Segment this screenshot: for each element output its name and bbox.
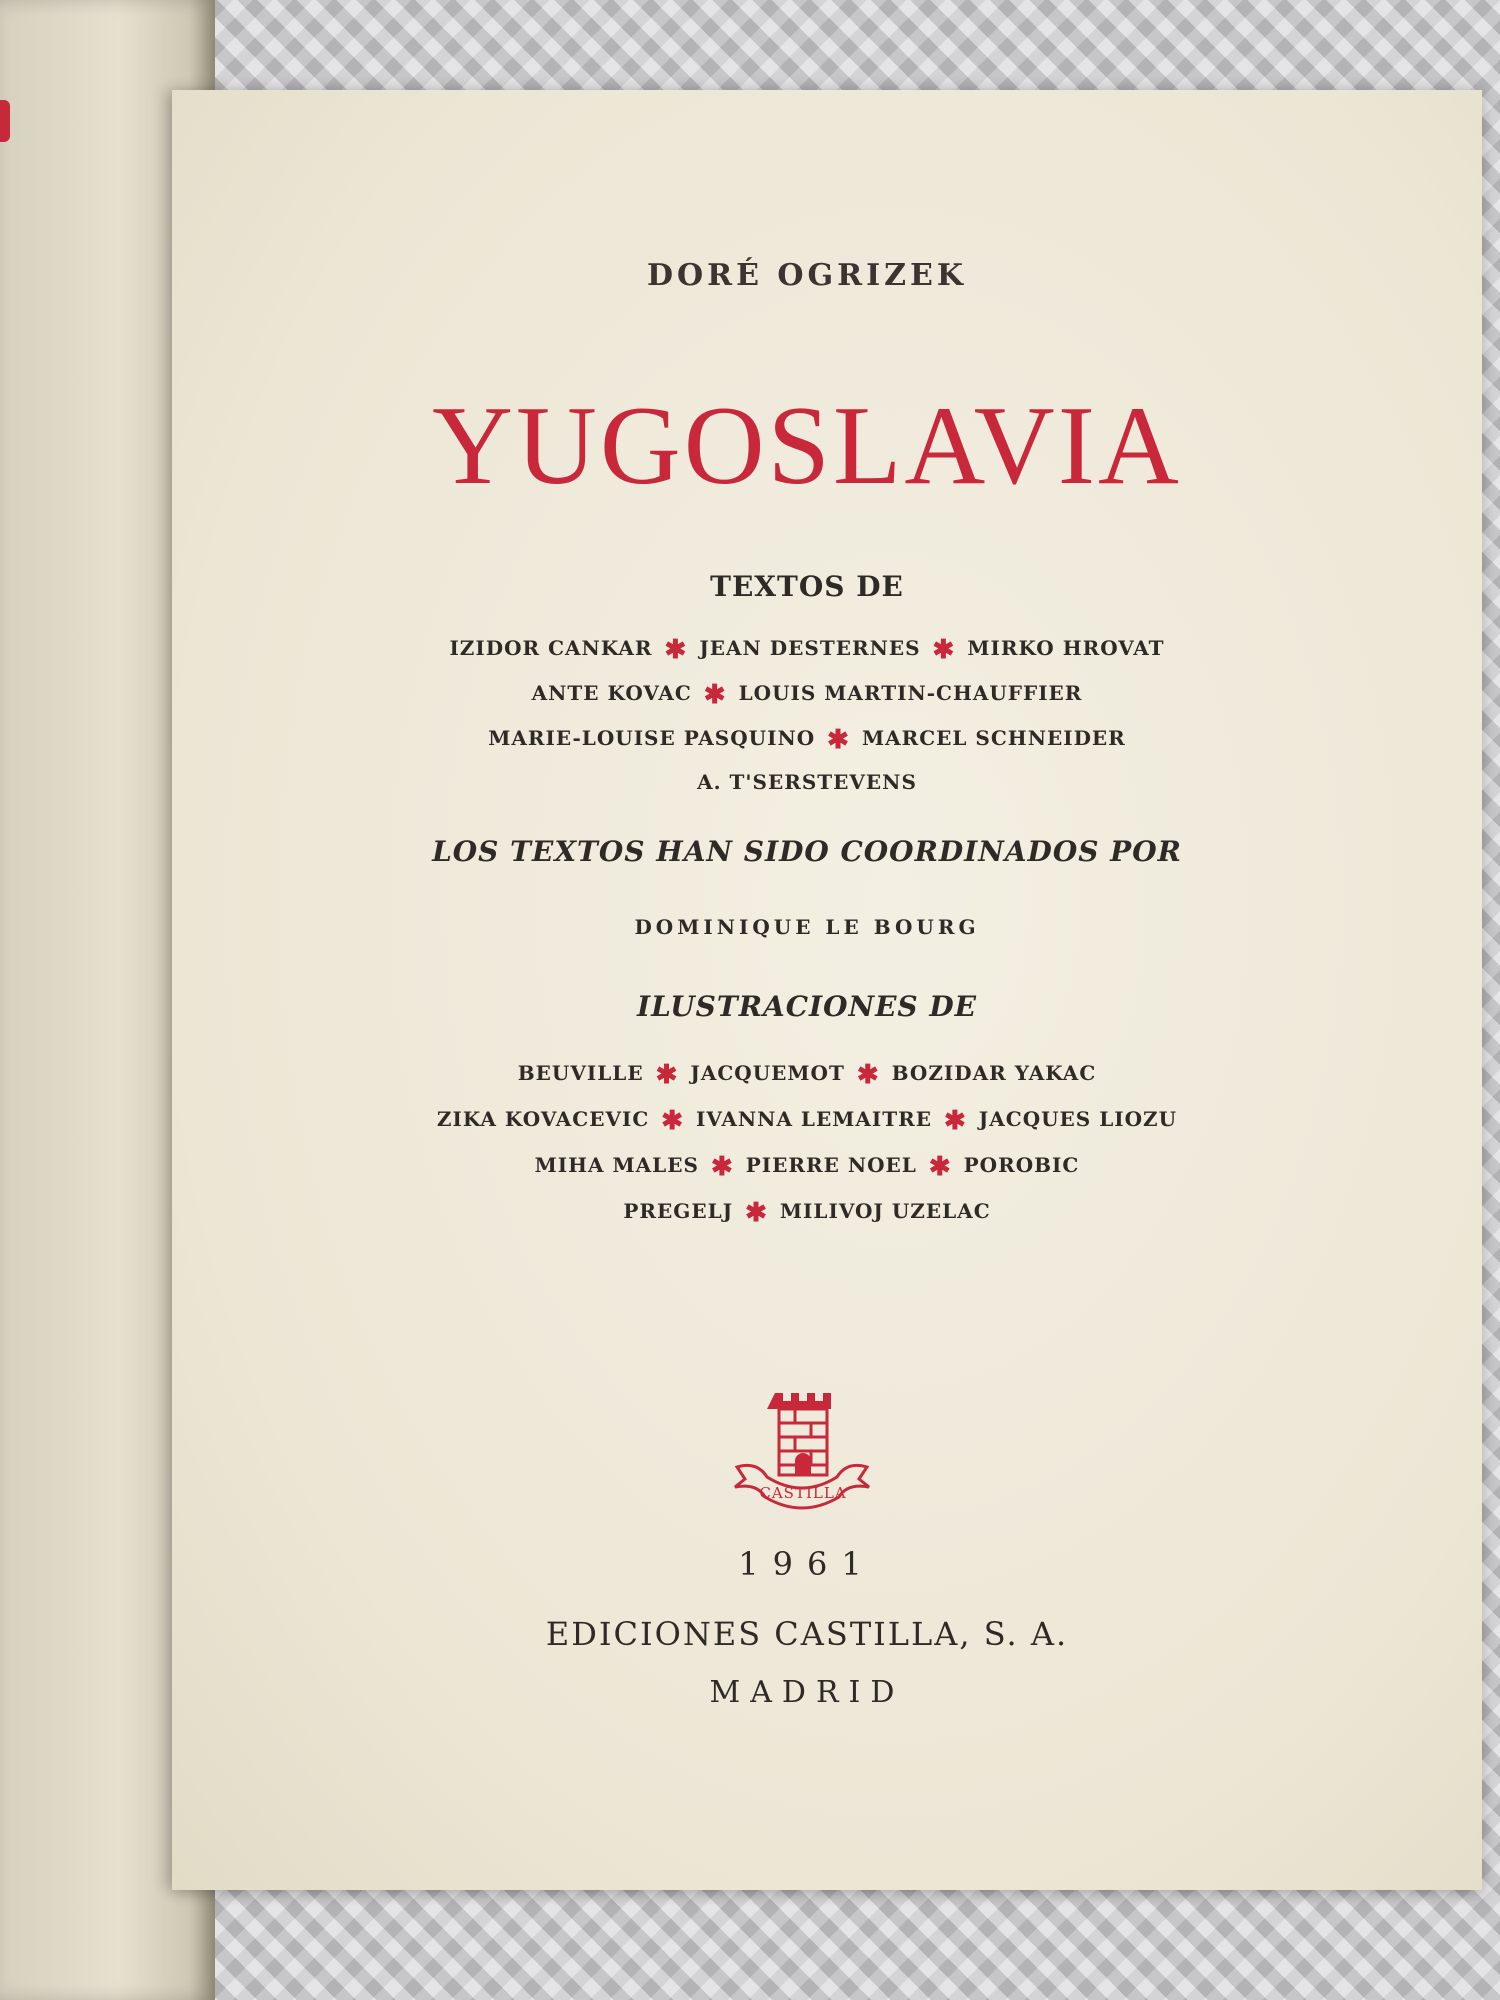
text-author: ANTE KOVAC — [531, 681, 692, 705]
book-title: YUGOSLAVIA — [432, 384, 1182, 508]
coordinated-heading: LOS TEXTOS HAN SIDO COORDINADOS POR — [432, 835, 1182, 868]
text-author: MIRKO HROVAT — [967, 636, 1165, 660]
illustrator: BOZIDAR YAKAC — [891, 1061, 1097, 1085]
title-page — [172, 90, 1482, 1890]
logo-text: CASTILLA — [759, 1484, 847, 1502]
illustrators-line-3 — [172, 1152, 1442, 1182]
text-authors-line-2 — [172, 680, 1442, 710]
publisher-name: EDICIONES CASTILLA, S. A. — [545, 1615, 1069, 1653]
text-author: MARCEL SCHNEIDER — [861, 726, 1126, 750]
coordinator-name: DOMINIQUE LE BOURG — [634, 915, 980, 939]
star-separator-icon: ✱ — [856, 1060, 880, 1090]
text-authors-line-1 — [172, 635, 1442, 665]
star-separator-icon: ✱ — [655, 1060, 679, 1090]
castilla-castle-logo-icon — [727, 1375, 877, 1525]
text-author: IZIDOR CANKAR — [449, 636, 653, 660]
star-separator-icon: ✱ — [703, 680, 727, 710]
publisher-city: MADRID — [709, 1675, 905, 1710]
illustrators-line-2 — [172, 1106, 1442, 1136]
text-author: A. T'SERSTEVENS — [697, 770, 917, 794]
illustrator: PREGELJ — [623, 1199, 734, 1223]
text-author: LOUIS MARTIN-CHAUFFIER — [738, 681, 1083, 705]
star-separator-icon: ✱ — [664, 635, 688, 665]
text-authors-line-3 — [172, 725, 1442, 755]
star-separator-icon: ✱ — [944, 1106, 967, 1136]
illustrator: MILIVOJ UZELAC — [779, 1199, 991, 1223]
illustrator: MIHA MALES — [534, 1153, 699, 1177]
illustrator: BEUVILLE — [517, 1061, 644, 1085]
star-separator-icon: ✱ — [928, 1152, 952, 1182]
star-separator-icon: ✱ — [932, 635, 956, 665]
star-separator-icon: ✱ — [661, 1106, 685, 1136]
illustrator: IVANNA LEMAITRE — [696, 1107, 932, 1131]
author-name: DORÉ OGRIZEK — [647, 258, 967, 293]
text-author: MARIE-LOUISE PASQUINO — [488, 726, 816, 750]
star-separator-icon: ✱ — [745, 1198, 768, 1228]
illustrator: PIERRE NOEL — [745, 1153, 917, 1177]
illustrator: ZIKA KOVACEVIC — [436, 1107, 650, 1131]
illustrations-heading: ILUSTRACIONES DE — [636, 990, 978, 1023]
star-separator-icon: ✱ — [827, 725, 850, 755]
star-separator-icon: ✱ — [710, 1152, 734, 1182]
text-authors-line-4 — [172, 770, 1442, 794]
illustrators-line-1 — [172, 1060, 1442, 1090]
publication-year: 1961 — [738, 1545, 876, 1583]
texts-heading: TEXTOS DE — [710, 570, 904, 603]
text-author: JEAN DESTERNES — [699, 636, 921, 660]
illustrator: POROBIC — [963, 1153, 1080, 1177]
illustrator: JACQUES LIOZU — [978, 1107, 1178, 1131]
illustrators-line-4 — [172, 1198, 1442, 1228]
red-print-fragment — [0, 100, 10, 142]
illustrator: JACQUEMOT — [690, 1061, 845, 1085]
